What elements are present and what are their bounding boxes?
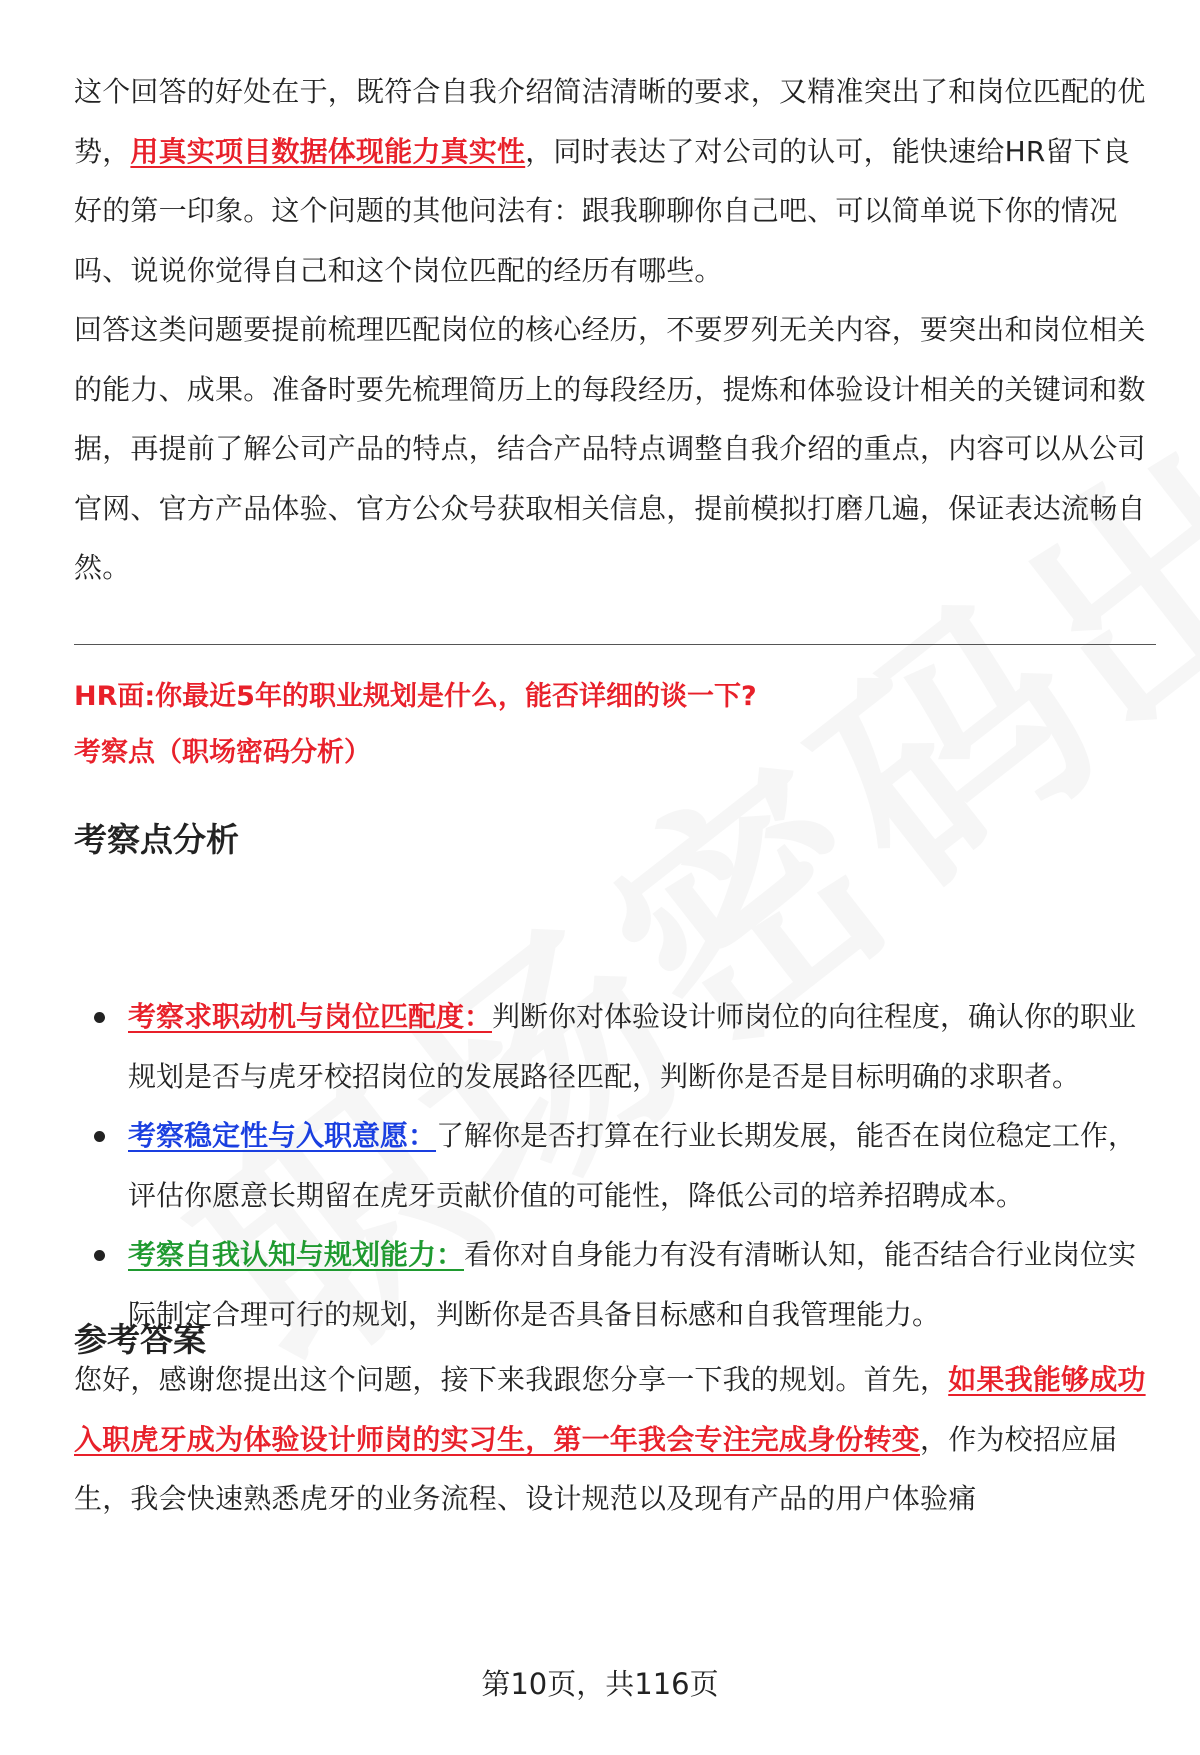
answer-text-b: ，作为校招应届生，我会快速熟悉虎牙的业务流程、设计规范以及现有产品的用户体验痛 (74, 1422, 1118, 1515)
list-item (74, 1225, 1156, 1344)
page-number: 第10页，共116页 (481, 1667, 719, 1701)
list-item (74, 987, 1156, 1106)
bullet-text: 了解你是否打算在行业长期发展，能否在岗位稳定工作，评估你愿意长期留在虎牙贡献价值的可能性，降低公司的培养招聘成本。 (128, 1119, 1137, 1212)
intro-text-b: ，同时表达了对公司的认可，能快速给HR留下良好的第一印象。这个问题的其他问法有：跟我聊聊你自己吧、可以简单说下你的情况吗、说说你觉得自己和这个岗位匹配的经历有哪些。 (74, 134, 1131, 287)
analysis-list (74, 987, 1156, 1344)
answer-text-a: 您好，感谢您提出这个问题，接下来我跟您分享一下我的规划。首先， (74, 1363, 949, 1396)
intro-paragraph-2: 回答这类问题要提前梳理匹配岗位的核心经历，不要罗列无关内容，要突出和岗位相关的能力、成果。准备时要先梳理简历上的每段经历，提炼和体验设计相关的关键词和数据，再提前了解公司产品的特点，结合产品特点调整自我介绍的重点，内容可以从公司官网、官方产品体验、官方公众号获取相关信息，提前模拟打磨几遍，保证表达流畅自然。 (74, 313, 1146, 584)
intro-highlight: 用真实项目数据体现能力真实性 (130, 134, 526, 168)
bullet-text: 看你对自身能力有没有清晰认知，能否结合行业岗位实际制定合理可行的规划，判断你是否具备目标感和自我管理能力。 (128, 1238, 1137, 1331)
answer-heading: 参考答案 (74, 1320, 206, 1359)
list-item (74, 1106, 1156, 1225)
source-label: 考察点（职场密码分析） (74, 737, 371, 768)
analysis-heading: 考察点分析 (74, 820, 239, 859)
answer-paragraph (74, 1350, 1156, 1529)
bullet-dot (94, 1131, 105, 1142)
bullet-text: 判断你对体验设计师岗位的向往程度，确认你的职业规划是否与虎牙校招岗位的发展路径匹配，判断你是否是目标明确的求职者。 (128, 1000, 1137, 1093)
bullet-dot (94, 1012, 105, 1023)
section-divider (74, 644, 1156, 645)
bullet-title: 考察稳定性与入职意愿： (128, 1119, 437, 1152)
bullet-title: 考察求职动机与岗位匹配度： (128, 1000, 493, 1033)
answer-highlight: 如果我能够成功入职虎牙成为体验设计师岗的实习生，第一年我会专注完成身份转变 (74, 1363, 1146, 1456)
bullet-dot (94, 1250, 105, 1261)
intro-text-a: 这个回答的好处在于，既符合自我介绍简洁清晰的要求，又精准突出了和岗位匹配的优势， (74, 75, 1146, 168)
question-title: HR面:你最近5年的职业规划是什么，能否详细的谈一下? (74, 681, 757, 712)
intro-paragraph-1 (74, 62, 1156, 300)
bullet-title: 考察自我认知与规划能力： (128, 1238, 465, 1271)
document-page (74, 62, 1156, 1515)
